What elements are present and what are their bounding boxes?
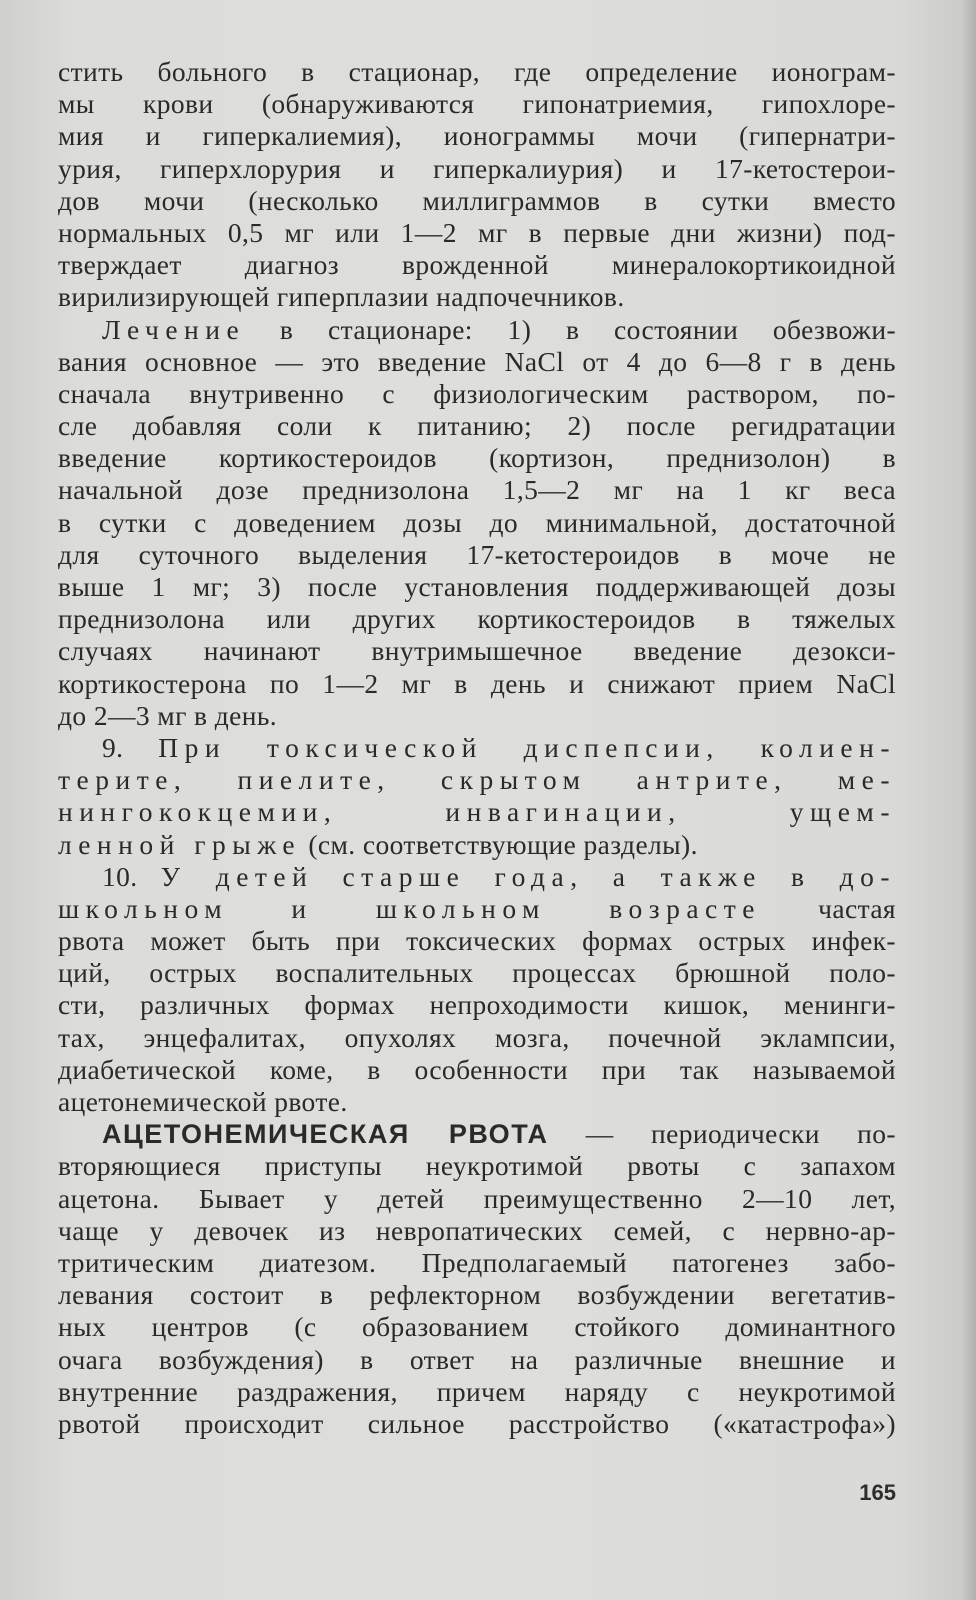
text-line: вторяющиеся приступы неукротимой рвоты с запахом bbox=[58, 1150, 896, 1182]
text-line: сначала внутривенно с физиологическим раствором, по- bbox=[58, 377, 896, 409]
text-line bbox=[58, 829, 896, 861]
text-line: дов мочи (несколько миллиграммов в сутки вместо bbox=[58, 184, 896, 216]
text-line: рвотой происходит сильное расстройство («катастрофа») bbox=[58, 1407, 896, 1439]
item-number: 9. bbox=[102, 731, 159, 763]
treatment-label: Лечение bbox=[102, 313, 246, 345]
text-line: для суточного выделения 17-кетостероидов в моче не bbox=[58, 538, 896, 570]
text-line: ацетонемической рвоте. bbox=[58, 1086, 348, 1117]
text-line: внутренние раздражения, причем наряду с неукротимой bbox=[58, 1375, 896, 1407]
text-line: мы крови (обнаруживаются гипонатриемия, гипохлоре- bbox=[58, 88, 896, 120]
text-line: выше 1 мг; 3) после установления поддерживающей дозы bbox=[58, 571, 896, 602]
text-line: введение кортикостероидов (кортизон, преднизолон) в bbox=[58, 442, 896, 474]
paragraph-9-first-line bbox=[58, 732, 896, 764]
spaced-text: При токсической диспепсии, колиен- bbox=[158, 731, 896, 763]
text-line: в сутки с доведением дозы до минимальной, достаточной bbox=[58, 506, 896, 538]
text-line: тверждает диагноз врожденной минералокортикоидной bbox=[58, 249, 896, 281]
page-edge-shadow bbox=[962, 0, 976, 1600]
text-line: вирилизирующей гиперплазии надпочечников. bbox=[58, 281, 625, 313]
text-line: стить больного в стационар, где определение ионограм- bbox=[58, 56, 896, 87]
paragraph-acetonemic-first-line bbox=[58, 1118, 896, 1150]
text-line: терите, пиелите, скрытом антрите, ме- bbox=[58, 764, 896, 796]
text-line: ацетона. Бывает у детей преимущественно 2—10 лет, bbox=[58, 1182, 896, 1214]
page-number: 165 bbox=[859, 1480, 896, 1505]
text-line: тритическим диатезом. Предполагаемый патогенез забо- bbox=[58, 1246, 896, 1278]
text-line-fragment: (см. соответствующие разделы). bbox=[301, 828, 698, 860]
paragraph-treatment-first-line bbox=[58, 314, 896, 346]
text-line: мия и гиперкалиемия), ионограммы мочи (гипернатри- bbox=[58, 120, 896, 152]
text-line: очага возбуждения) в ответ на различные внешние и bbox=[58, 1343, 896, 1375]
text-line: начальной дозе преднизолона 1,5—2 мг на 1 кг веса bbox=[58, 474, 896, 506]
text-line: тах, энцефалитах, опухолях мозга, почечной эклампсии, bbox=[58, 1021, 896, 1053]
spaced-text: У детей старше года, а также в до- bbox=[160, 860, 896, 892]
text-line: случаях начинают внутримышечное введение дезокси- bbox=[58, 635, 896, 667]
text-line: сти, различных формах непроходимости кишок, менинги- bbox=[58, 989, 896, 1021]
text-line-fragment: в стационаре: 1) в состоянии обезвожи- bbox=[279, 313, 897, 345]
text-line: урия, гиперхлорурия и гиперкалиурия) и 17-кетостерои- bbox=[58, 152, 896, 184]
item-number: 10. bbox=[102, 860, 161, 892]
text-line: нингококцемии, инвагинации, ущем- bbox=[58, 796, 896, 828]
text-line: рвота может быть при токсических формах острых инфек- bbox=[58, 925, 896, 957]
text-line: преднизолона или других кортикостероидов в тяжелых bbox=[58, 603, 896, 635]
text-line: чаще у девочек из невропатических семей, с нервно-ар- bbox=[58, 1214, 896, 1246]
text-line: левания состоит в рефлекторном возбуждении вегетатив- bbox=[58, 1279, 896, 1311]
paragraph-10-first-line bbox=[58, 861, 896, 893]
text-line-fragment: частая bbox=[761, 892, 896, 924]
text-line bbox=[58, 893, 896, 925]
text-line: ных центров (с образованием стойкого доминантного bbox=[58, 1311, 896, 1343]
text-line: сле добавляя соли к питанию; 2) после регидратации bbox=[58, 410, 896, 442]
spaced-text: ленной грыже bbox=[58, 828, 302, 860]
spaced-text: школьном и школьном возрасте bbox=[58, 892, 761, 924]
body-text bbox=[58, 56, 896, 1440]
text-line: нормальных 0,5 мг или 1—2 мг в первые дни жизни) под- bbox=[58, 216, 896, 248]
text-line: кортикостерона по 1—2 мг в день и снижают прием NaCl bbox=[58, 667, 896, 699]
text-line: ций, острых воспалительных процессах брюшной поло- bbox=[58, 957, 896, 989]
text-line-fragment: — периодически по- bbox=[548, 1118, 896, 1150]
section-heading: АЦЕТОНЕМИЧЕСКАЯ РВОТА bbox=[102, 1119, 549, 1150]
text-line: до 2—3 мг в день. bbox=[58, 699, 278, 731]
text-line: вания основное — это введение NaCl от 4 до 6—8 г в день bbox=[58, 345, 896, 377]
text-line: диабетической коме, в особенности при так называемой bbox=[58, 1053, 896, 1085]
